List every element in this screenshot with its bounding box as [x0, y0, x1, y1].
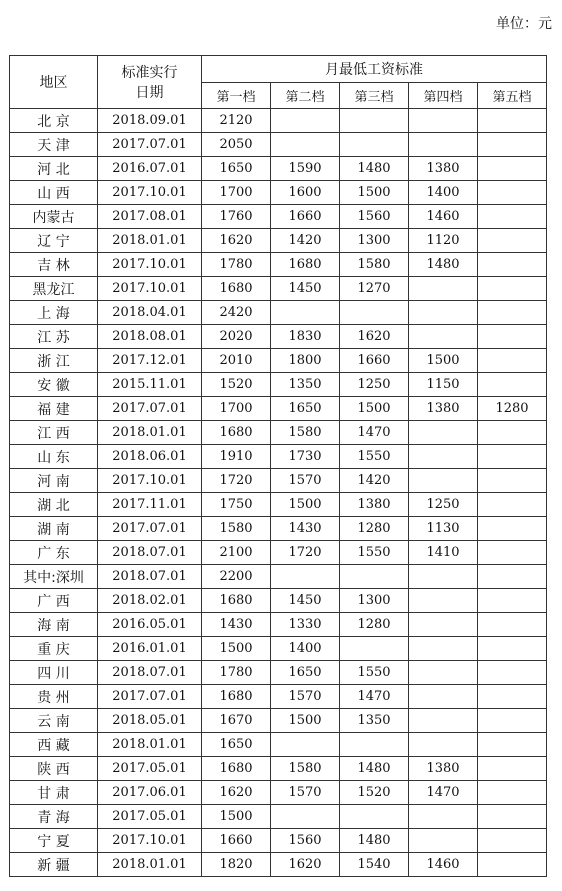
tier-2-cell [271, 565, 340, 589]
tier-5-cell [478, 733, 547, 757]
region-cell: 福 建 [10, 397, 98, 421]
tier-2-cell: 1570 [271, 469, 340, 493]
region-cell: 云 南 [10, 709, 98, 733]
tier-1-cell: 1680 [202, 421, 271, 445]
table-row [10, 349, 547, 373]
date-cell: 2018.07.01 [98, 541, 202, 565]
tier-4-cell [409, 133, 478, 157]
tier-4-cell [409, 637, 478, 661]
tier-4-cell [409, 469, 478, 493]
tier-5-cell [478, 277, 547, 301]
table-row [10, 613, 547, 637]
table-row [10, 637, 547, 661]
tier-5-cell [478, 613, 547, 637]
tier-1-cell: 1580 [202, 517, 271, 541]
tier-3-cell: 1480 [340, 757, 409, 781]
tier-4-cell: 1460 [409, 205, 478, 229]
table-row [10, 229, 547, 253]
date-cell: 2017.12.01 [98, 349, 202, 373]
tier-2-cell [271, 133, 340, 157]
date-cell: 2017.11.01 [98, 493, 202, 517]
tier-4-cell [409, 325, 478, 349]
tier-3-cell: 1550 [340, 661, 409, 685]
tier-3-cell: 1470 [340, 421, 409, 445]
tier-1-cell: 1680 [202, 685, 271, 709]
tier-4-cell: 1480 [409, 253, 478, 277]
date-cell: 2015.11.01 [98, 373, 202, 397]
tier-4-cell: 1410 [409, 541, 478, 565]
date-cell: 2018.05.01 [98, 709, 202, 733]
tier-4-cell: 1460 [409, 853, 478, 877]
tier-4-cell: 1380 [409, 757, 478, 781]
tier-2-cell [271, 733, 340, 757]
table-row [10, 109, 547, 133]
region-cell: 辽 宁 [10, 229, 98, 253]
tier-5-cell [478, 445, 547, 469]
date-cell: 2017.10.01 [98, 253, 202, 277]
tier-5-cell: 1280 [478, 397, 547, 421]
table-row [10, 517, 547, 541]
table-row [10, 445, 547, 469]
tier-3-cell: 1270 [340, 277, 409, 301]
region-cell: 广 东 [10, 541, 98, 565]
tier-1-cell: 1680 [202, 757, 271, 781]
date-cell: 2018.08.01 [98, 325, 202, 349]
tier-1-cell: 1620 [202, 229, 271, 253]
tier-4-cell: 1400 [409, 181, 478, 205]
date-cell: 2018.01.01 [98, 421, 202, 445]
tier-2-cell: 1330 [271, 613, 340, 637]
tier-4-cell [409, 661, 478, 685]
tier-1-cell: 2100 [202, 541, 271, 565]
tier-4-cell: 1380 [409, 397, 478, 421]
table-row [10, 685, 547, 709]
tier-3-cell [340, 109, 409, 133]
date-cell: 2017.10.01 [98, 181, 202, 205]
date-cell: 2018.01.01 [98, 229, 202, 253]
tier-1-cell: 2420 [202, 301, 271, 325]
table-row [10, 781, 547, 805]
table-row [10, 397, 547, 421]
tier-5-cell [478, 325, 547, 349]
tier-5-cell [478, 421, 547, 445]
tier-2-cell: 1830 [271, 325, 340, 349]
tier-4-cell [409, 301, 478, 325]
tier-4-cell [409, 445, 478, 469]
table-row [10, 373, 547, 397]
tier-4-cell [409, 733, 478, 757]
table-row [10, 205, 547, 229]
tier-4-cell [409, 613, 478, 637]
region-cell: 湖 北 [10, 493, 98, 517]
date-cell: 2018.01.01 [98, 853, 202, 877]
tier-5-cell [478, 541, 547, 565]
date-cell: 2018.07.01 [98, 565, 202, 589]
region-cell: 河 北 [10, 157, 98, 181]
region-cell: 江 西 [10, 421, 98, 445]
tier-2-cell: 1500 [271, 709, 340, 733]
minimum-wage-table [9, 55, 547, 877]
region-cell: 新 疆 [10, 853, 98, 877]
table-row [10, 853, 547, 877]
tier-5-cell [478, 829, 547, 853]
tier-1-cell: 1750 [202, 493, 271, 517]
header-tier-5: 第五档 [478, 83, 547, 109]
region-cell: 湖 南 [10, 517, 98, 541]
tier-5-cell [478, 685, 547, 709]
tier-1-cell: 2050 [202, 133, 271, 157]
tier-1-cell: 1430 [202, 613, 271, 637]
table-row [10, 421, 547, 445]
tier-4-cell: 1500 [409, 349, 478, 373]
region-cell: 天 津 [10, 133, 98, 157]
tier-4-cell [409, 109, 478, 133]
date-cell: 2018.01.01 [98, 733, 202, 757]
tier-4-cell [409, 685, 478, 709]
table-row [10, 469, 547, 493]
tier-3-cell [340, 301, 409, 325]
header-tier-1: 第一档 [202, 83, 271, 109]
tier-3-cell: 1620 [340, 325, 409, 349]
table-row [10, 709, 547, 733]
tier-4-cell: 1380 [409, 157, 478, 181]
date-cell: 2017.07.01 [98, 397, 202, 421]
tier-4-cell [409, 829, 478, 853]
table-row [10, 493, 547, 517]
date-cell: 2018.09.01 [98, 109, 202, 133]
tier-3-cell: 1500 [340, 397, 409, 421]
region-cell: 宁 夏 [10, 829, 98, 853]
tier-1-cell: 1680 [202, 277, 271, 301]
tier-4-cell [409, 709, 478, 733]
tier-3-cell [340, 733, 409, 757]
tier-5-cell [478, 253, 547, 277]
tier-5-cell [478, 373, 547, 397]
tier-4-cell: 1250 [409, 493, 478, 517]
tier-1-cell: 2020 [202, 325, 271, 349]
tier-1-cell: 1500 [202, 805, 271, 829]
tier-2-cell: 1560 [271, 829, 340, 853]
header-tier-3: 第三档 [340, 83, 409, 109]
header-tier-4: 第四档 [409, 83, 478, 109]
table-row [10, 181, 547, 205]
region-cell: 贵 州 [10, 685, 98, 709]
region-cell: 青 海 [10, 805, 98, 829]
date-cell: 2017.07.01 [98, 685, 202, 709]
date-cell: 2018.06.01 [98, 445, 202, 469]
tier-3-cell [340, 565, 409, 589]
table-row [10, 757, 547, 781]
tier-5-cell [478, 229, 547, 253]
date-cell: 2016.05.01 [98, 613, 202, 637]
table-row [10, 661, 547, 685]
tier-2-cell: 1350 [271, 373, 340, 397]
region-cell: 重 庆 [10, 637, 98, 661]
region-cell: 四 川 [10, 661, 98, 685]
tier-1-cell: 2200 [202, 565, 271, 589]
tier-1-cell: 1720 [202, 469, 271, 493]
tier-2-cell: 1650 [271, 661, 340, 685]
tier-1-cell: 1520 [202, 373, 271, 397]
region-cell: 吉 林 [10, 253, 98, 277]
table-row [10, 253, 547, 277]
tier-5-cell [478, 109, 547, 133]
tier-1-cell: 1910 [202, 445, 271, 469]
tier-4-cell: 1150 [409, 373, 478, 397]
tier-2-cell: 1660 [271, 205, 340, 229]
date-cell: 2017.06.01 [98, 781, 202, 805]
region-cell: 黑龙江 [10, 277, 98, 301]
tier-1-cell: 1680 [202, 589, 271, 613]
header-wage-group: 月最低工资标准 [202, 56, 547, 83]
tier-3-cell: 1350 [340, 709, 409, 733]
region-cell: 上 海 [10, 301, 98, 325]
date-cell: 2017.05.01 [98, 757, 202, 781]
table-header [10, 56, 547, 109]
tier-4-cell [409, 565, 478, 589]
tier-3-cell: 1520 [340, 781, 409, 805]
region-cell: 西 藏 [10, 733, 98, 757]
tier-5-cell [478, 805, 547, 829]
region-cell: 广 西 [10, 589, 98, 613]
region-cell: 河 南 [10, 469, 98, 493]
table-row [10, 157, 547, 181]
tier-2-cell: 1600 [271, 181, 340, 205]
region-cell: 北 京 [10, 109, 98, 133]
header-tier-2: 第二档 [271, 83, 340, 109]
tier-1-cell: 1780 [202, 661, 271, 685]
tier-5-cell [478, 637, 547, 661]
tier-1-cell: 1670 [202, 709, 271, 733]
tier-5-cell [478, 349, 547, 373]
tier-3-cell: 1380 [340, 493, 409, 517]
date-cell: 2018.04.01 [98, 301, 202, 325]
date-cell: 2018.02.01 [98, 589, 202, 613]
tier-4-cell: 1470 [409, 781, 478, 805]
tier-4-cell [409, 277, 478, 301]
table-row [10, 301, 547, 325]
table-row [10, 733, 547, 757]
tier-3-cell: 1480 [340, 829, 409, 853]
tier-2-cell: 1430 [271, 517, 340, 541]
tier-1-cell: 2120 [202, 109, 271, 133]
tier-4-cell [409, 589, 478, 613]
region-cell: 其中:深圳 [10, 565, 98, 589]
tier-2-cell: 1580 [271, 757, 340, 781]
region-cell: 江 苏 [10, 325, 98, 349]
tier-3-cell: 1480 [340, 157, 409, 181]
header-date-line2: 日期 [135, 85, 164, 101]
region-cell: 内蒙古 [10, 205, 98, 229]
tier-3-cell: 1300 [340, 589, 409, 613]
region-cell: 安 徽 [10, 373, 98, 397]
tier-5-cell [478, 469, 547, 493]
table-row [10, 133, 547, 157]
tier-2-cell: 1450 [271, 589, 340, 613]
tier-4-cell [409, 805, 478, 829]
tier-1-cell: 2010 [202, 349, 271, 373]
tier-5-cell [478, 589, 547, 613]
tier-1-cell: 1700 [202, 181, 271, 205]
table-row [10, 589, 547, 613]
tier-2-cell: 1720 [271, 541, 340, 565]
tier-2-cell: 1400 [271, 637, 340, 661]
header-date-line1: 标准实行 [121, 65, 178, 81]
date-cell: 2017.10.01 [98, 277, 202, 301]
region-cell: 陕 西 [10, 757, 98, 781]
tier-2-cell: 1650 [271, 397, 340, 421]
tier-3-cell: 1500 [340, 181, 409, 205]
tier-5-cell [478, 493, 547, 517]
tier-1-cell: 1760 [202, 205, 271, 229]
tier-3-cell: 1660 [340, 349, 409, 373]
tier-2-cell: 1420 [271, 229, 340, 253]
tier-3-cell: 1550 [340, 541, 409, 565]
tier-5-cell [478, 757, 547, 781]
tier-2-cell: 1800 [271, 349, 340, 373]
tier-2-cell: 1680 [271, 253, 340, 277]
tier-5-cell [478, 133, 547, 157]
tier-3-cell: 1580 [340, 253, 409, 277]
header-date [98, 56, 202, 109]
tier-2-cell [271, 301, 340, 325]
tier-1-cell: 1500 [202, 637, 271, 661]
date-cell: 2018.07.01 [98, 661, 202, 685]
table-body [10, 109, 547, 877]
date-cell: 2017.05.01 [98, 805, 202, 829]
table-row [10, 805, 547, 829]
tier-5-cell [478, 565, 547, 589]
tier-3-cell: 1280 [340, 613, 409, 637]
tier-5-cell [478, 781, 547, 805]
tier-3-cell: 1540 [340, 853, 409, 877]
tier-3-cell: 1280 [340, 517, 409, 541]
date-cell: 2017.07.01 [98, 133, 202, 157]
tier-2-cell: 1620 [271, 853, 340, 877]
region-cell: 甘 肃 [10, 781, 98, 805]
tier-1-cell: 1620 [202, 781, 271, 805]
tier-4-cell: 1130 [409, 517, 478, 541]
tier-2-cell: 1590 [271, 157, 340, 181]
tier-2-cell: 1570 [271, 685, 340, 709]
tier-3-cell: 1250 [340, 373, 409, 397]
region-cell: 山 东 [10, 445, 98, 469]
date-cell: 2016.01.01 [98, 637, 202, 661]
tier-2-cell: 1500 [271, 493, 340, 517]
date-cell: 2016.07.01 [98, 157, 202, 181]
tier-3-cell [340, 133, 409, 157]
tier-4-cell: 1120 [409, 229, 478, 253]
tier-1-cell: 1780 [202, 253, 271, 277]
tier-4-cell [409, 421, 478, 445]
tier-5-cell [478, 205, 547, 229]
region-cell: 海 南 [10, 613, 98, 637]
tier-3-cell: 1470 [340, 685, 409, 709]
tier-3-cell: 1560 [340, 205, 409, 229]
region-cell: 浙 江 [10, 349, 98, 373]
tier-3-cell [340, 637, 409, 661]
table-row [10, 325, 547, 349]
tier-2-cell: 1570 [271, 781, 340, 805]
date-cell: 2017.08.01 [98, 205, 202, 229]
tier-5-cell [478, 157, 547, 181]
tier-2-cell [271, 805, 340, 829]
tier-3-cell: 1550 [340, 445, 409, 469]
tier-3-cell [340, 805, 409, 829]
tier-2-cell: 1580 [271, 421, 340, 445]
table-row [10, 277, 547, 301]
tier-5-cell [478, 517, 547, 541]
date-cell: 2017.10.01 [98, 829, 202, 853]
tier-5-cell [478, 853, 547, 877]
tier-2-cell [271, 109, 340, 133]
tier-5-cell [478, 661, 547, 685]
header-region: 地区 [10, 56, 98, 109]
tier-3-cell: 1420 [340, 469, 409, 493]
tier-5-cell [478, 181, 547, 205]
table-row [10, 829, 547, 853]
tier-2-cell: 1450 [271, 277, 340, 301]
table-row [10, 541, 547, 565]
table-row [10, 565, 547, 589]
tier-1-cell: 1650 [202, 733, 271, 757]
tier-5-cell [478, 709, 547, 733]
date-cell: 2017.10.01 [98, 469, 202, 493]
tier-1-cell: 1650 [202, 157, 271, 181]
tier-1-cell: 1820 [202, 853, 271, 877]
tier-1-cell: 1660 [202, 829, 271, 853]
region-cell: 山 西 [10, 181, 98, 205]
tier-2-cell: 1730 [271, 445, 340, 469]
tier-1-cell: 1700 [202, 397, 271, 421]
unit-label: 单位：元 [496, 16, 552, 32]
tier-5-cell [478, 301, 547, 325]
tier-3-cell: 1300 [340, 229, 409, 253]
date-cell: 2017.07.01 [98, 517, 202, 541]
